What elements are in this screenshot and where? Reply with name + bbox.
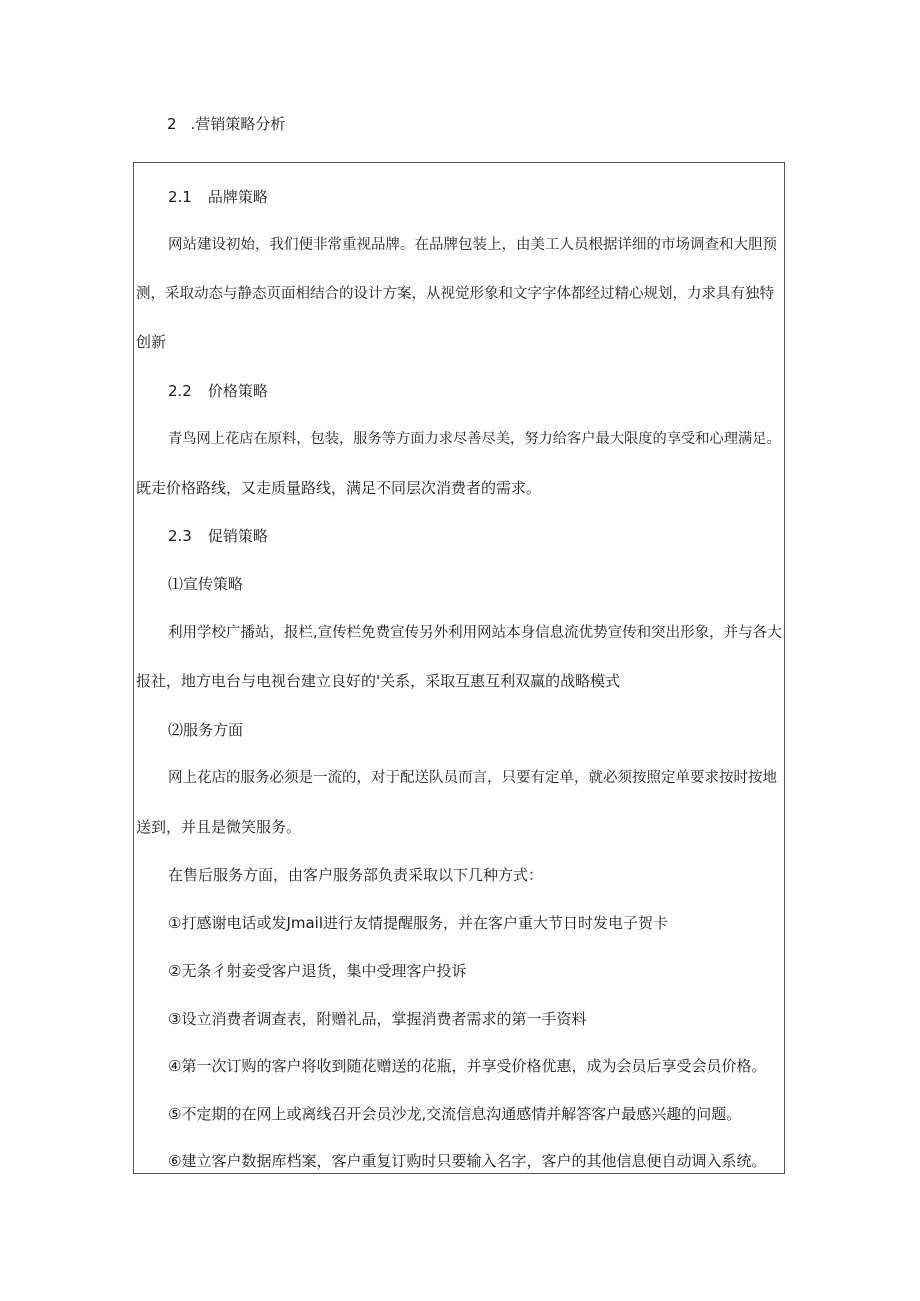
paragraph-line: 测，采取动态与静态页面相结合的设计方案，从视觉形象和文字字体都经过精心规划，力求具有独特	[136, 286, 774, 302]
paragraph-line: 利用学校广播站，报栏,宣传栏免费宣传另外利用网站本身信息流优势宣传和突出形象，并与各大	[168, 625, 782, 641]
paragraph-line: 青鸟网上花店在原料，包装，服务等方面力求尽善尽美，努力给客户最大限度的享受和心理满足。	[168, 431, 781, 447]
content-table-cell	[133, 162, 785, 1174]
subsection-number: 2.3	[168, 527, 192, 545]
subsection-heading-brand	[168, 186, 268, 208]
section-heading	[167, 113, 285, 135]
list-item: ⑤不定期的在网上或离线召开会员沙龙,交流信息沟通感情并解答客户最感兴趣的问题。	[168, 1105, 742, 1123]
list-item: ②无条彳射妾受客户退货，集中受理客户投诉	[168, 962, 467, 980]
list-item: ④第一次订购的客户将收到随花赠送的花瓶，并享受价格优惠，成为会员后享受会员价格。	[168, 1057, 767, 1075]
list-item: ③设立消费者调查表，附赠礼品，掌握消费者需求的第一手资料	[168, 1010, 587, 1028]
subsection-title: 促销策略	[207, 527, 268, 545]
subsection-title: 价格策略	[207, 382, 268, 400]
service-heading: ⑵服务方面	[168, 721, 244, 739]
paragraph-line: 在售后服务方面，由客户服务部负责采取以下几种方式：	[168, 866, 544, 884]
section-number: 2	[167, 115, 177, 133]
paragraph-line: 报社，地方电台与电视台建立良好的'关系，采取互惠互利双赢的战略模式	[136, 672, 621, 690]
paragraph-line: 送到，并且是微笑服务。	[136, 818, 302, 836]
subsection-heading-promo	[168, 525, 268, 547]
list-item: ⑥建立客户数据库档案，客户重复订购时只要输入名字，客户的其他信息便自动调入系统。	[168, 1152, 767, 1170]
paragraph-line: 创新	[136, 333, 167, 351]
subsection-title: 品牌策略	[207, 188, 268, 206]
publicity-heading: ⑴宣传策略	[168, 575, 244, 593]
subsection-number: 2.1	[168, 188, 192, 206]
section-heading-text: .营销策略分析	[190, 115, 286, 133]
subsection-heading-price	[168, 380, 268, 402]
paragraph-line: 网上花店的服务必须是一流的，对于配送队员而言，只要有定单，就必须按照定单要求按时按地	[168, 770, 777, 786]
paragraph-line: 既走价格路线，又走质量路线，满足不同层次消费者的需求。	[136, 479, 542, 497]
subsection-number: 2.2	[168, 382, 192, 400]
list-item: ①打感谢电话或发Jmail进行友情提醒服务，并在客户重大节日时发电子贺卡	[168, 914, 669, 932]
paragraph-line: 网站建设初始，我们便非常重视品牌。在品牌包装上，由美工人员根据详细的市场调查和大胆预	[168, 237, 777, 253]
